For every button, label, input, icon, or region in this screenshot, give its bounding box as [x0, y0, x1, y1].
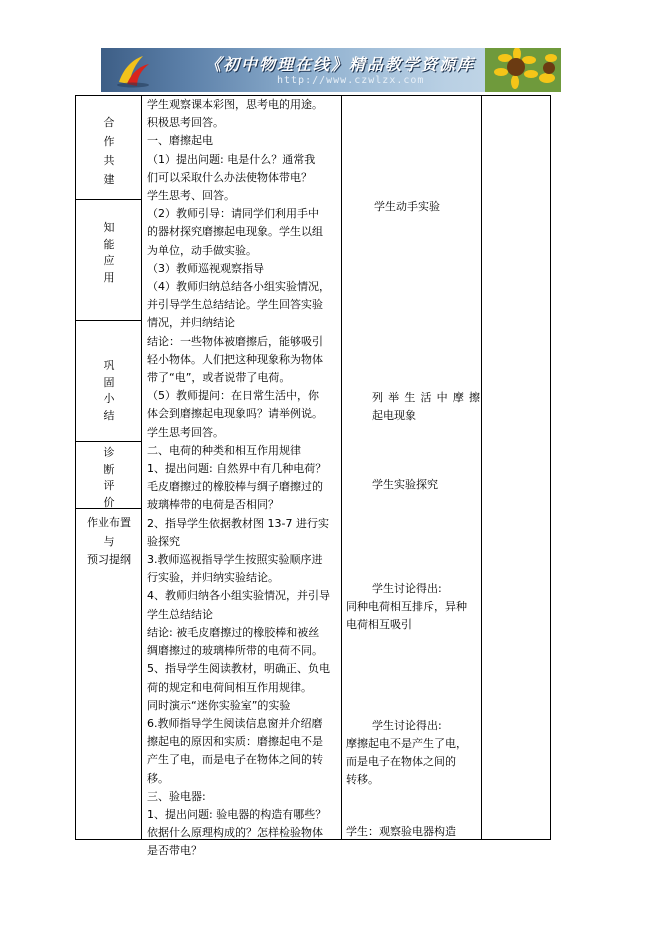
content-line: 2、指导学生依据教材图 13-7 进行实	[147, 516, 329, 530]
content-line: 三、验电器:	[147, 789, 206, 803]
activity-5: 学生讨论得出: 摩擦起电不是产生了电， 而是电子在物体之间的 转移。	[346, 719, 467, 786]
content-line: 荷的规定和电荷间相互作用规律。	[147, 680, 312, 694]
column-divider	[341, 96, 342, 839]
content-line: 验探究	[147, 534, 180, 548]
content-line: （1）提出问题: 电是什么？通常我	[147, 152, 316, 166]
content-line: 带了“电”，或者说带了电荷。	[147, 371, 291, 385]
logo-icon	[113, 52, 153, 88]
teaching-process-text	[147, 96, 341, 861]
content-line: 为单位，动手做实验。	[147, 243, 257, 257]
content-line: 擦起电的原因和实质：磨擦起电不是	[147, 735, 323, 749]
column-divider	[481, 96, 482, 839]
content-line: 毛皮磨擦过的橡胶棒与绸子磨擦过的	[147, 480, 323, 494]
content-line: 行实验，并归纳实验结论。	[147, 571, 279, 585]
content-line: 学生观察课本彩图，思考电的用途。	[147, 98, 323, 111]
section-evaluation: 诊 断 评 价	[103, 446, 115, 509]
content-line: 是否带电？	[147, 844, 202, 858]
content-line: 1、提出问题: 自然界中有几种电荷？	[147, 462, 327, 476]
content-line: 一、磨擦起电	[147, 134, 213, 148]
content-line: 积极思考回答。	[147, 116, 224, 130]
content-line: 体会到磨擦起电现象吗？请举例说。	[147, 407, 323, 421]
content-line: 们可以采取什么办法使物体带电？	[147, 170, 312, 184]
content-line: （3）教师巡视观察指导	[147, 261, 264, 275]
content-line: 的器材探究磨擦起电现象。学生以组	[147, 225, 323, 239]
content-line: 产生了电，而是电子在物体之间的转	[147, 753, 323, 767]
activity-6: 学生：观察验电器构造	[346, 825, 456, 838]
content-line: 5、指导学生阅读教材，明确正、负电	[147, 662, 330, 676]
content-line: （2）教师引导：请同学们利用手中	[147, 207, 319, 221]
content-line: 移。	[147, 771, 169, 785]
header-banner	[101, 48, 561, 92]
content-line: 同时演示“迷你实验室”的实验	[147, 698, 291, 712]
row-divider	[76, 441, 142, 442]
content-line: 绸磨擦过的玻璃棒所带的电荷不同。	[147, 644, 323, 658]
content-line: 学生思考回答。	[147, 425, 224, 439]
section-homework: 作业布置 与 预习提纲	[87, 516, 131, 566]
content-line: 轻小物体。人们把这种现象称为物体	[147, 352, 323, 366]
content-line: （5）教师提问：在日常生活中，你	[147, 389, 319, 403]
content-line: 1、提出问题: 验电器的构造有哪些？	[147, 807, 327, 821]
content-line: 结论: 被毛皮磨擦过的橡胶棒和被丝	[147, 625, 320, 639]
content-line: 4、教师归纳各小组实验情况，并引导	[147, 589, 330, 603]
content-line: 并引导学生总结结论。学生回答实验	[147, 298, 323, 312]
content-line: 玻璃棒带的电荷是否相同？	[147, 498, 279, 512]
content-line: （4）教师归纳总结各小组实验情况，	[147, 280, 330, 294]
activity-2: 列举生活中摩擦 起电现象	[372, 391, 480, 422]
activity-4: 学生讨论得出: 同种电荷相互排斥，异种 电荷相互吸引	[346, 582, 467, 631]
content-line: 3.教师巡视指导学生按照实验顺序进	[147, 553, 323, 567]
content-line: 6.教师指导学生阅读信息窗并介绍磨	[147, 716, 323, 730]
section-cooperation: 合 作 共 建	[103, 116, 115, 186]
activity-3: 学生实验探究	[372, 478, 438, 491]
lesson-table	[75, 95, 551, 858]
banner-url: http://www.czwlzx.com	[277, 75, 425, 86]
content-line: 二、电荷的种类和相互作用规律	[147, 443, 301, 457]
content-line: 结论：一些物体被磨擦后，能够吸引	[147, 334, 323, 348]
section-application: 知 能 应 用	[103, 221, 115, 284]
content-line: 情况，并归纳结论	[147, 316, 235, 330]
banner-title: 《初中物理在线》精品教学资源库	[205, 55, 476, 74]
sunflower-icon	[485, 48, 561, 92]
row-divider	[76, 320, 142, 321]
content-line: 学生总结结论	[147, 607, 213, 621]
section-summary: 巩 固 小 结	[103, 359, 115, 422]
content-line: 学生思考、回答。	[147, 189, 235, 203]
content-line: 依据什么原理构成的？怎样检验物体	[147, 826, 323, 840]
activity-1: 学生动手实验	[374, 200, 440, 213]
row-divider	[76, 199, 142, 200]
